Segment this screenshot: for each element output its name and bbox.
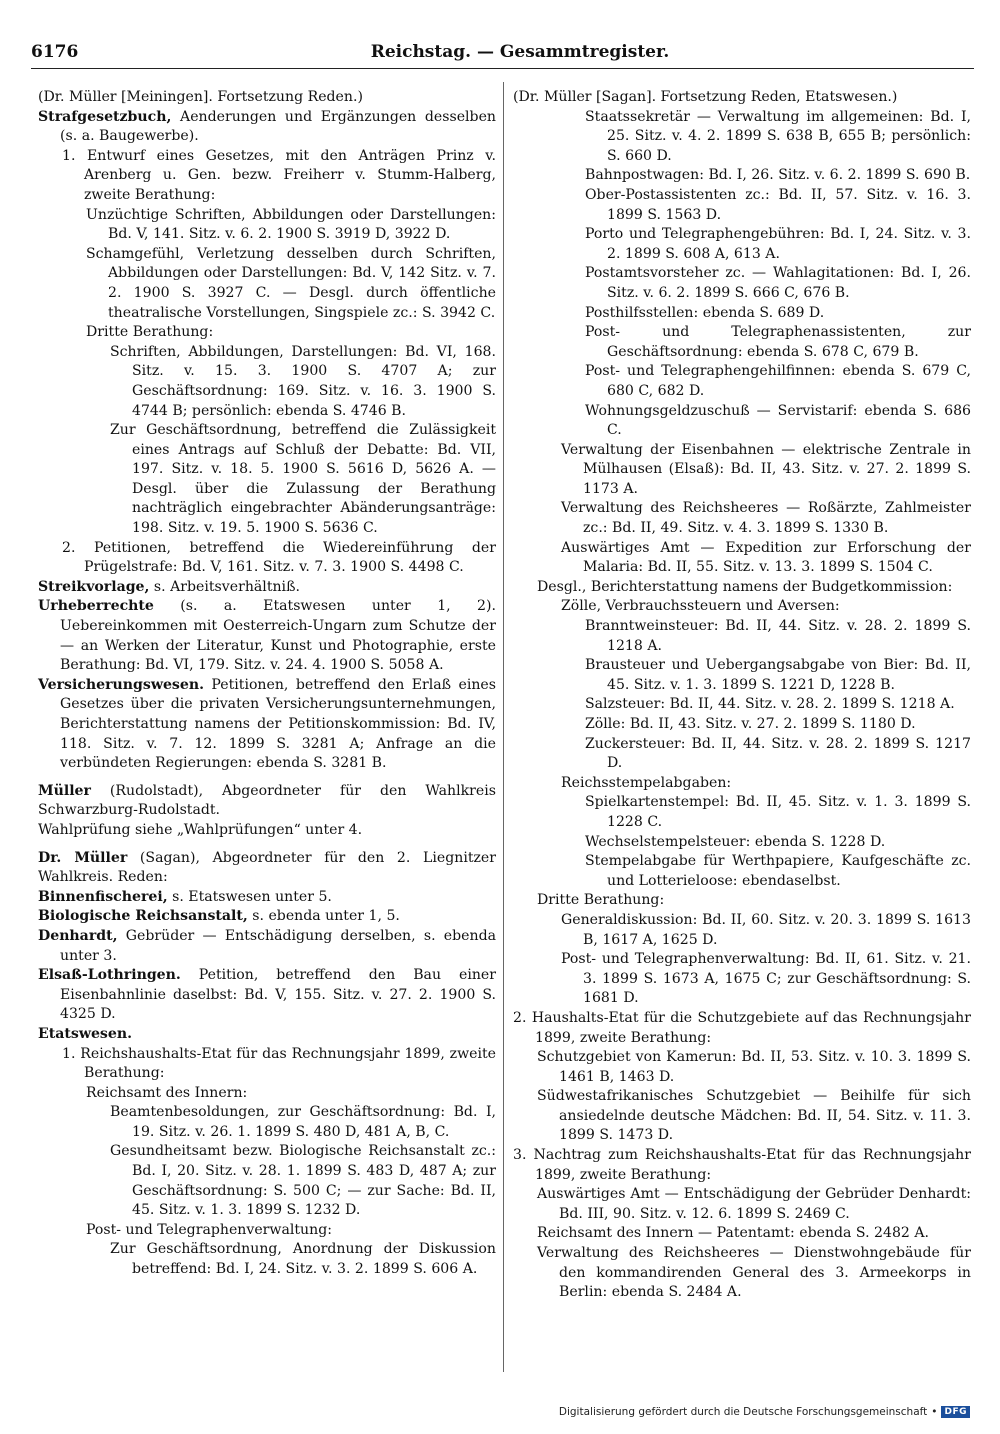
index-text: Südwestafrikanisches Schutzgebiet — Beihilfe für sich ansiedelnde deutsche Mädchen: Bd. II, 54. Sitz. v. 11. 3. 1899 S. 1473 D. xyxy=(537,1088,971,1144)
column-divider xyxy=(503,82,504,1372)
index-entry xyxy=(513,264,971,303)
index-entry xyxy=(513,597,971,617)
running-head: Reichstag. — Gesammtregister. xyxy=(370,42,670,62)
index-entry xyxy=(513,323,971,362)
index-text: Schamgefühl, Verletzung desselben durch Schriften, Abbildungen oder Darstellungen: Bd. V, 142 Sitz. v. 7. 2. 1900 S. 3927 C. — Desgl. durch öffentliche theatralische Vorstellungen, Singspiele zc.: S. 3942 C. xyxy=(86,245,496,321)
index-entry xyxy=(513,402,971,441)
index-entry xyxy=(38,578,496,598)
index-text: Gebrüder — Entschädigung derselben, s. ebenda unter 3. xyxy=(60,927,496,964)
index-entry xyxy=(38,245,496,323)
index-entry xyxy=(38,1084,496,1104)
index-text: Verwaltung der Eisenbahnen — elektrische Zentrale in Mülhausen (Elsaß): Bd. II, 43. Sitz. v. 27. 2. 1899 S. 1173 A. xyxy=(561,441,971,497)
index-text: Verwaltung des Reichsheeres — Dienstwohngebäude für den kommandirenden General des 3. Armeekorps in Berlin: ebenda S. 2484 A. xyxy=(537,1245,971,1301)
index-text: Wahlprüfung siehe „Wahlprüfungen“ unter 4. xyxy=(38,821,363,838)
index-text: Wohnungsgeldzuschuß — Servistarif: ebenda S. 686 C. xyxy=(585,402,971,439)
index-entry xyxy=(513,950,971,1009)
index-entry xyxy=(38,88,496,108)
index-text: Zölle, Verbrauchssteuern und Aversen: xyxy=(561,598,840,615)
index-text: Petitionen, betreffend den Erlaß eines Gesetzes über die privaten Versicherungsunternehmungen, Berichterstattung namens der Petitionskommission: Bd. IV, 118. Sitz. v. 7. 12. 1899 S. 3281 A; Anfrage an die verbündeten Regierungen: ebenda S. 3281 B. xyxy=(60,676,496,772)
index-entry xyxy=(38,343,496,421)
index-entry xyxy=(513,735,971,774)
index-entry xyxy=(513,715,971,735)
index-entry xyxy=(513,793,971,832)
index-text: Beamtenbesoldungen, zur Geschäftsordnung: Bd. I, 19. Sitz. v. 26. 1. 1899 S. 480 D, 481 A, B, C. xyxy=(110,1104,496,1140)
index-text: 1. Entwurf eines Gesetzes, mit den Anträgen Prinz v. Arenberg u. Gen. bezw. Freiherr v. Stumm-Halberg, zweite Berathung: xyxy=(62,147,496,203)
index-entry xyxy=(38,206,496,245)
index-text: s. Arbeitsverhältniß. xyxy=(149,578,300,595)
index-text: Ober-Postassistenten zc.: Bd. II, 57. Sitz. v. 16. 3. 1899 S. 1563 D. xyxy=(585,186,971,223)
index-entry xyxy=(38,782,496,821)
index-keyword: Versicherungswesen. xyxy=(38,676,204,693)
index-text: (Rudolstadt), Abgeordneter für den Wahlkreis Schwarzburg-Rudolstadt. xyxy=(38,782,496,819)
index-keyword: Binnenfischerei, xyxy=(38,888,168,905)
index-entry xyxy=(513,304,971,324)
index-keyword: Streikvorlage, xyxy=(38,578,150,595)
index-text: (Dr. Müller [Sagan]. Fortsetzung Reden, Etatswesen.) xyxy=(513,89,898,105)
index-entry xyxy=(38,108,496,147)
index-entry xyxy=(38,539,496,578)
index-text: Dritte Berathung: xyxy=(86,324,214,341)
index-text: Schriften, Abbildungen, Darstellungen: Bd. VI, 168. Sitz. v. 15. 3. 1900 S. 4707 A; zur Geschäftsordnung: 169. Sitz. v. 16. 3. 1900 S. 4744 B; persönlich: ebenda S. 4746 B. xyxy=(110,343,496,419)
index-text: Verwaltung des Reichsheeres — Roßärzte, Zahlmeister zc.: Bd. II, 49. Sitz. v. 4. 3. 1899 S. 1330 B. xyxy=(561,500,971,537)
index-entry xyxy=(38,927,496,966)
index-entry xyxy=(513,499,971,538)
index-entry xyxy=(513,166,971,186)
index-entry xyxy=(513,1224,971,1244)
index-keyword: Urheberrechte xyxy=(38,598,154,615)
index-text: Branntweinsteuer: Bd. II, 44. Sitz. v. 28. 2. 1899 S. 1218 A. xyxy=(585,618,971,654)
index-text: Bahnpostwagen: Bd. I, 26. Sitz. v. 6. 2. 1899 S. 690 B. xyxy=(585,167,971,184)
index-text: Auswärtiges Amt — Entschädigung der Gebrüder Denhardt: Bd. III, 90. Sitz. v. 12. 6. 1899 S. 2469 C. xyxy=(537,1186,971,1222)
index-text: Postamtsvorsteher zc. — Wahlagitationen: Bd. I, 26. Sitz. v. 6. 2. 1899 S. 666 C, 676 B. xyxy=(585,265,971,301)
footer xyxy=(559,1406,970,1418)
index-entry xyxy=(513,88,971,108)
index-entry xyxy=(513,1048,971,1087)
index-entry xyxy=(38,1221,496,1241)
index-entry xyxy=(38,1025,496,1045)
index-entry xyxy=(38,421,496,539)
index-entry xyxy=(513,362,971,401)
index-text: Porto und Telegraphengebühren: Bd. I, 24. Sitz. v. 3. 2. 1899 S. 608 A, 613 A. xyxy=(585,226,971,262)
index-entry xyxy=(38,147,496,206)
index-entry xyxy=(513,1146,971,1185)
index-entry xyxy=(38,1142,496,1220)
index-text: Zur Geschäftsordnung, betreffend die Zulässigkeit eines Antrags auf Schluß der Debatte: Bd. VII, 197. Sitz. v. 18. 5. 1900 S. 5616 D, 5626 A. — Desgl. über die Zulassung der Berathung nachträglich eingebrachter Abänderungsanträge: 198. Sitz. v. 19. 5. 1900 S. 5636 C. xyxy=(110,422,496,537)
index-text: (Sagan), Abgeordneter für den 2. Liegnitzer Wahlkreis. Reden: xyxy=(38,849,496,886)
index-entry xyxy=(513,1185,971,1224)
index-text: Reichsstempelabgaben: xyxy=(561,774,732,791)
index-text: Aenderungen und Ergänzungen desselben (s. a. Baugewerbe). xyxy=(60,108,496,145)
index-text: 2. Haushalts-Etat für die Schutzgebiete auf das Rechnungsjahr 1899, zweite Berathung: xyxy=(513,1009,971,1046)
index-entry xyxy=(513,852,971,891)
index-text: Unzüchtige Schriften, Abbildungen oder Darstellungen: Bd. V, 141. Sitz. v. 6. 2. 1900 S. 3919 D, 3922 D. xyxy=(86,206,496,243)
index-text: Zuckersteuer: Bd. II, 44. Sitz. v. 28. 2. 1899 S. 1217 D. xyxy=(585,735,971,772)
index-entry xyxy=(513,186,971,225)
index-keyword: Denhardt, xyxy=(38,927,118,944)
index-entry xyxy=(38,676,496,774)
index-entry xyxy=(513,774,971,794)
index-text: 2. Petitionen, betreffend die Wiedereinführung der Prügelstrafe: Bd. V, 161. Sitz. v. 7. 3. 1900 S. 4498 C. xyxy=(62,539,496,576)
index-text: Post- und Telegraphenverwaltung: xyxy=(86,1221,332,1238)
index-entry xyxy=(38,323,496,343)
index-text: Zölle: Bd. II, 43. Sitz. v. 27. 2. 1899 S. 1180 D. xyxy=(585,716,916,732)
index-text: Posthilfsstellen: ebenda S. 689 D. xyxy=(585,304,825,321)
index-entry xyxy=(513,911,971,950)
index-text: Salzsteuer: Bd. II, 44. Sitz. v. 28. 2. 1899 S. 1218 A. xyxy=(585,696,955,713)
index-keyword: Dr. Müller xyxy=(38,849,128,866)
right-column xyxy=(513,88,971,1303)
index-entry xyxy=(513,617,971,656)
index-keyword: Elsaß-Lothringen. xyxy=(38,967,181,984)
dfg-logo: DFG xyxy=(941,1406,970,1418)
index-entry xyxy=(513,695,971,715)
index-entry xyxy=(38,888,496,908)
index-text: (s. a. Etatswesen unter 1, 2). Uebereinkommen mit Oesterreich-Ungarn zum Schutze der — an Werken der Literatur, Kunst und Photographie, erste Berathung: Bd. VI, 179. Sitz. v. 24. 4. 1900 S. 5058 A. xyxy=(60,598,496,674)
index-keyword: Etatswesen. xyxy=(38,1025,132,1042)
index-text: (Dr. Müller [Meiningen]. Fortsetzung Reden.) xyxy=(38,89,363,105)
index-text: Zur Geschäftsordnung, Anordnung der Diskussion betreffend: Bd. I, 24. Sitz. v. 3. 2. 1899 S. 606 A. xyxy=(110,1241,496,1278)
index-entry xyxy=(513,1244,971,1303)
index-text: s. Etatswesen unter 5. xyxy=(167,888,332,905)
header-rule xyxy=(31,68,974,69)
index-entry xyxy=(38,821,496,841)
index-entry xyxy=(513,539,971,578)
index-keyword: Müller xyxy=(38,782,91,799)
index-entry xyxy=(513,656,971,695)
index-keyword: Strafgesetzbuch, xyxy=(38,108,172,125)
index-text: 3. Nachtrag zum Reichshaushalts-Etat für das Rechnungsjahr 1899, zweite Berathung: xyxy=(513,1147,971,1183)
index-entry xyxy=(513,108,971,167)
index-text: Gesundheitsamt bezw. Biologische Reichsanstalt zc.: Bd. I, 20. Sitz. v. 28. 1. 1899 S. 483 D, 487 A; zur Geschäftsordnung: S. 500 C; — zur Sache: Bd. II, 45. Sitz. v. 1. 3. 1899 S. 1232 D. xyxy=(110,1143,496,1219)
index-entry xyxy=(513,225,971,264)
index-entry xyxy=(513,441,971,500)
index-keyword: Biologische Reichsanstalt, xyxy=(38,908,248,925)
footer-bullet: • xyxy=(931,1406,938,1418)
index-text: Spielkartenstempel: Bd. II, 45. Sitz. v. 1. 3. 1899 S. 1228 C. xyxy=(585,794,971,830)
footer-text: Digitalisierung gefördert durch die Deutsche Forschungsgemeinschaft xyxy=(558,1406,928,1418)
index-entry xyxy=(513,578,971,598)
index-entry xyxy=(38,1240,496,1279)
index-text: s. ebenda unter 1, 5. xyxy=(247,908,400,925)
index-entry xyxy=(513,1009,971,1048)
index-text: Reichsamt des Innern — Patentamt: ebenda S. 2482 A. xyxy=(537,1225,930,1242)
page-number: 6176 xyxy=(31,42,79,62)
left-column xyxy=(38,88,496,1280)
index-text: Schutzgebiet von Kamerun: Bd. II, 53. Sitz. v. 10. 3. 1899 S. 1461 B, 1463 D. xyxy=(537,1049,971,1085)
index-text: Post- und Telegraphenassistenten, zur Geschäftsordnung: ebenda S. 678 C, 679 B. xyxy=(585,324,971,360)
index-text: Auswärtiges Amt — Expedition zur Erforschung der Malaria: Bd. II, 55. Sitz. v. 13. 3. 1899 S. 1504 C. xyxy=(561,539,971,576)
index-text: Staatssekretär — Verwaltung im allgemeinen: Bd. I, 25. Sitz. v. 4. 2. 1899 S. 638 B, 655 B; persönlich: S. 660 D. xyxy=(585,108,971,164)
index-text: Dritte Berathung: xyxy=(537,892,665,909)
index-text: Reichsamt des Innern: xyxy=(86,1084,248,1101)
index-entry xyxy=(513,833,971,853)
index-text: Desgl., Berichterstattung namens der Budgetkommission: xyxy=(537,578,953,595)
index-text: Post- und Telegraphenverwaltung: Bd. II, 61. Sitz. v. 21. 3. 1899 S. 1673 A, 1675 C; zur Geschäftsordnung: S. 1681 D. xyxy=(561,951,971,1007)
index-entry xyxy=(38,1045,496,1084)
index-text: Post- und Telegraphengehilfinnen: ebenda S. 679 C, 680 C, 682 D. xyxy=(585,363,971,399)
index-entry xyxy=(38,966,496,1025)
index-text: Stempelabgabe für Werthpapiere, Kaufgeschäfte zc. und Lotterieloose: ebendaselbst. xyxy=(585,853,971,889)
index-text: 1. Reichshaushalts-Etat für das Rechnungsjahr 1899, zweite Berathung: xyxy=(62,1045,496,1082)
index-entry xyxy=(513,1087,971,1146)
index-entry xyxy=(513,891,971,911)
index-text: Wechselstempelsteuer: ebenda S. 1228 D. xyxy=(585,833,886,850)
index-text: Petition, betreffend den Bau einer Eisenbahnlinie daselbst: Bd. V, 155. Sitz. v. 27. 2. 1900 S. 4325 D. xyxy=(60,967,496,1023)
index-text: Generaldiskussion: Bd. II, 60. Sitz. v. 20. 3. 1899 S. 1613 B, 1617 A, 1625 D. xyxy=(561,911,971,948)
index-entry xyxy=(38,849,496,888)
index-text: Brausteuer und Uebergangsabgabe von Bier: Bd. II, 45. Sitz. v. 1. 3. 1899 S. 1221 D, 1228 B. xyxy=(585,657,971,693)
index-entry xyxy=(38,1103,496,1142)
index-entry xyxy=(38,907,496,927)
index-entry xyxy=(38,597,496,675)
